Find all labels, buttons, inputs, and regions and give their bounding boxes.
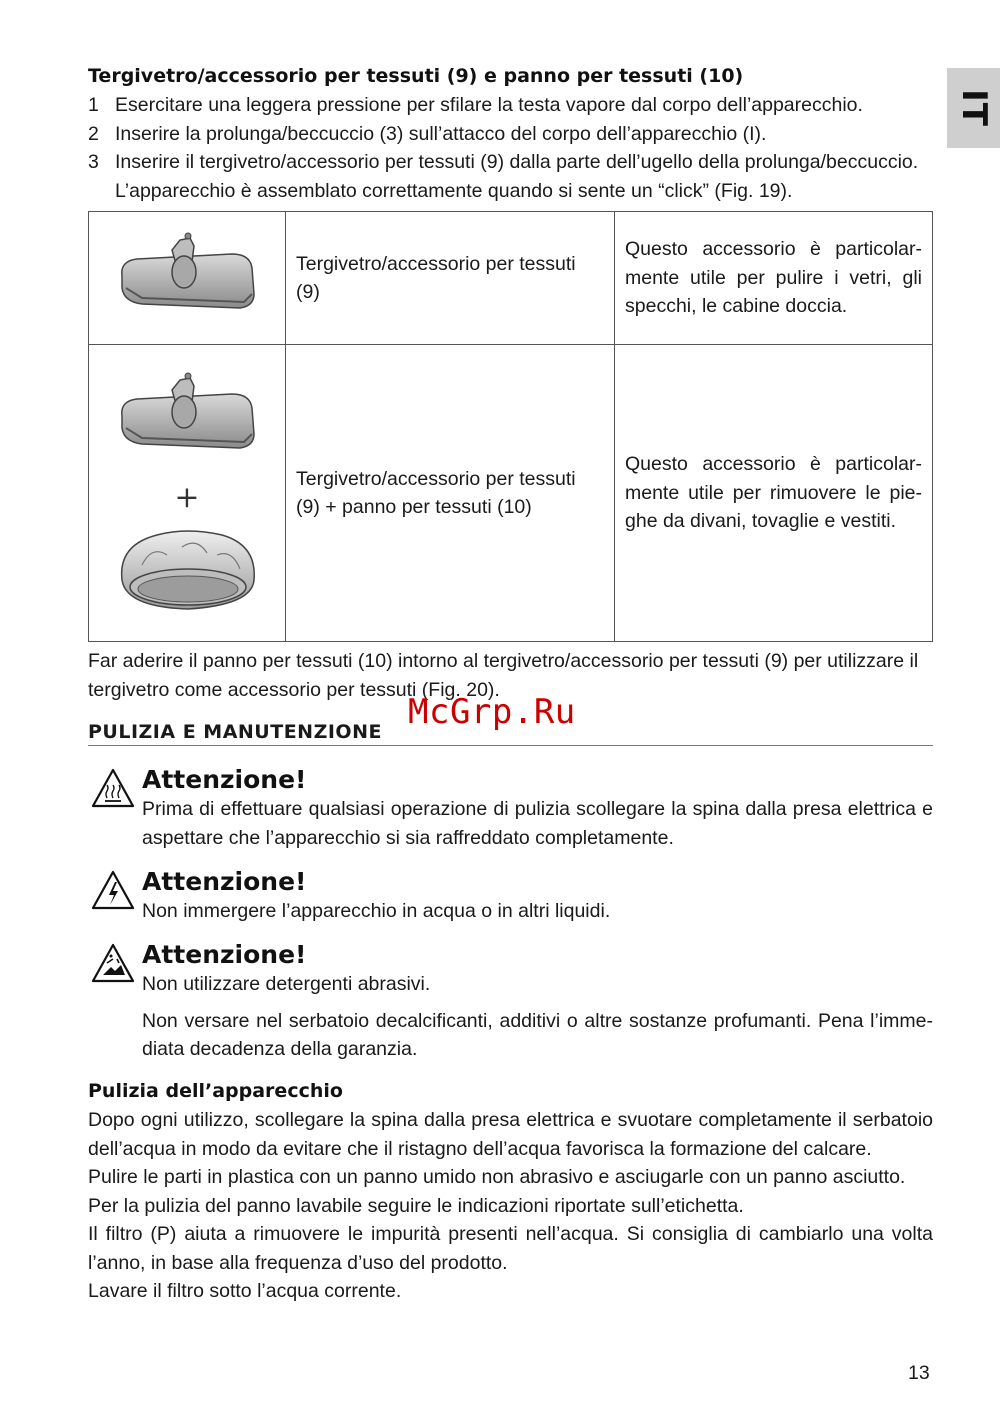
step-item: 1 Esercitare una leggera pressione per sfilare la testa vapore dal corpo dell’apparecchio. bbox=[88, 94, 863, 116]
language-label: IT bbox=[953, 89, 994, 127]
corrosive-warning-icon bbox=[91, 943, 135, 983]
accessory-name-cell: Tergivetro/accessorio per tessuti (9) + panno per tessuti (10) bbox=[286, 345, 615, 642]
squeegee-accessory-image bbox=[112, 226, 262, 326]
warning-title: Attenzione! bbox=[142, 765, 307, 794]
page-number: 13 bbox=[908, 1362, 930, 1384]
accessory-image-cell bbox=[89, 212, 286, 345]
warning-text: Non versare nel serbatoio decalcificanti, additivi o altre sostanze profumanti. Pena l’imme-diata decadenza della garanzia. bbox=[142, 1009, 933, 1060]
watermark: McGrp.Ru bbox=[408, 692, 576, 732]
warning-title: Attenzione! bbox=[142, 867, 307, 896]
paragraph: Pulire le parti in plastica con un panno umido non abrasivo e asciugarle con un panno asciutto. bbox=[88, 1166, 906, 1188]
section-divider bbox=[88, 745, 933, 746]
electric-shock-warning-icon bbox=[91, 870, 135, 910]
accessory-image-cell bbox=[89, 345, 286, 642]
squeegee-accessory-image bbox=[112, 366, 262, 466]
fabric-cloth-image bbox=[112, 525, 262, 615]
paragraph: Il filtro (P) aiuta a rimuovere le impurità presenti nell’acqua. Si consiglia di cambiarlo una volta l’anno, in base alla frequenza d’uso del prodotto. bbox=[88, 1223, 933, 1274]
table-row bbox=[89, 212, 933, 345]
section-heading-accessory: Tergivetro/accessorio per tessuti (9) e panno per tessuti (10) bbox=[88, 65, 744, 87]
accessory-name-cell: Tergivetro/accessorio per tessuti (9) bbox=[286, 212, 615, 345]
section-heading-appliance-cleaning: Pulizia dell’apparecchio bbox=[88, 1080, 343, 1102]
warning-block bbox=[88, 940, 933, 1064]
warning-block bbox=[88, 867, 933, 926]
table-row bbox=[89, 345, 933, 642]
language-tab bbox=[947, 68, 1000, 148]
paragraph: Per la pulizia del panno lavabile seguire le indicazioni riportate sull’etichetta. bbox=[88, 1194, 744, 1217]
paragraph: Dopo ogni utilizzo, scollegare la spina dalla presa elettrica e svuotare completamente il serbatoio dell’acqua in modo da evitare che il ristagno dell’acqua favorisca la formazione del calcare. bbox=[88, 1109, 933, 1160]
warning-block bbox=[88, 765, 933, 852]
section-cleaning bbox=[88, 720, 933, 744]
section-accessory bbox=[88, 64, 933, 205]
section-appliance-cleaning bbox=[88, 1079, 933, 1306]
warning-text: Prima di effettuare qualsiasi operazione di pulizia scollegare la spina dalla presa elettrica e aspettare che l’apparecchio si sia raffreddato completamente. bbox=[142, 798, 933, 849]
paragraph: Lavare il filtro sotto l’acqua corrente. bbox=[88, 1280, 402, 1302]
after-table-note: Far aderire il panno per tessuti (10) intorno al tergivetro/accessorio per tessuti (9) per utilizzare il tergivetro come accessorio per tessuti (Fig. 20). bbox=[88, 650, 919, 701]
section-title-cleaning: PULIZIA E MANUTENZIONE bbox=[88, 721, 382, 743]
steps-list bbox=[88, 91, 933, 205]
accessory-use-cell: Questo accessorio è particolar-mente utile per pulire i vetri, gli specchi, le cabine doccia. bbox=[615, 212, 933, 345]
warning-title: Attenzione! bbox=[142, 940, 307, 969]
warning-text: Non immergere l’apparecchio in acqua o in altri liquidi. bbox=[142, 900, 611, 922]
hot-surface-warning-icon bbox=[91, 768, 135, 808]
step-item: 2 Inserire la prolunga/beccuccio (3) sull’attacco del corpo dell’apparecchio (I). bbox=[88, 122, 767, 145]
step-item: 3 Inserire il tergivetro/accessorio per tessuti (9) dalla parte dell’ugello della prolunga/beccuccio. L’apparecchio è assemblato correttamente quando si sente un “click” (Fig. 19). bbox=[88, 151, 919, 202]
plus-sign: + bbox=[174, 480, 200, 515]
accessory-table bbox=[88, 211, 933, 642]
warning-text: Non utilizzare detergenti abrasivi. bbox=[142, 973, 431, 995]
accessory-use-cell: Questo accessorio è particolar-mente utile per rimuovere le pie-ghe da divani, tovaglie e vestiti. bbox=[615, 345, 933, 642]
